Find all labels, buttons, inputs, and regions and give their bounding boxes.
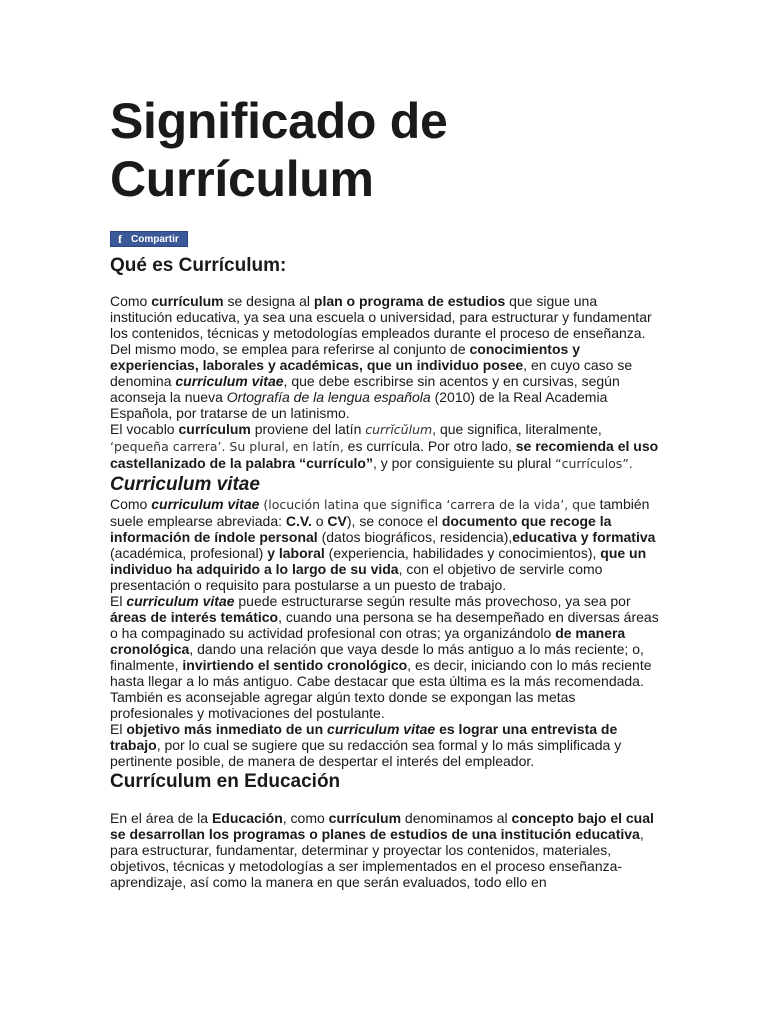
text-run: curriculum vitae: [151, 495, 260, 512]
text-run: conocimientos y experiencias, laborales y académicas, que un individuo posee: [110, 340, 580, 373]
section-heading-curriculum-vitae: Curriculum vitae: [110, 473, 260, 495]
section-heading-educacion: Currículum en Educación: [110, 770, 341, 792]
text-run: C.V.: [285, 512, 312, 529]
text-run: ‘pequeña carrera’. Su plural, en latín,: [110, 438, 344, 454]
text-run: que un individuo ha adquirido a lo largo de su vida: [110, 544, 647, 577]
text-run: de manera cronológica: [110, 624, 626, 657]
text-run: CV: [327, 512, 347, 529]
text-run: se recomienda el uso castellanizado de la palabra “currículo”: [110, 437, 659, 471]
share-label: Compartir: [131, 233, 179, 245]
text-run: documento que recoge la información de índole personal: [110, 512, 612, 545]
text-run: currĭcŭlum: [365, 421, 433, 437]
section-heading-que-es: Qué es Currículum:: [110, 254, 287, 276]
text-run: objetivo más inmediato de un: [126, 720, 328, 737]
paragraph: El objetivo más inmediato de un curriculum vitae es lograr una entrevista de trabajo, por lo cual se sugiere que su redacción sea formal y lo más simplificada y pertinente posible, de manera de despertar el interés del empleador.: [110, 720, 622, 769]
text-run: currículum: [328, 809, 402, 826]
text-run: es lograr una entrevista de trabajo: [110, 720, 618, 753]
text-run: curriculum vitae: [126, 592, 235, 609]
paragraph: Como currículum se designa al plan o programa de estudios que sigue una institución educativa, ya sea una escuela o universidad, para estructurar y fundamentar los contenidos, técnicas y metodologías empleados durante el proceso de enseñanza.: [110, 292, 652, 341]
text-run: curriculum vitae: [175, 372, 284, 389]
text-run: Educación: [211, 809, 283, 826]
facebook-share-button[interactable]: [110, 231, 188, 247]
page-title: Significado de Currículum: [110, 93, 448, 207]
text-run: invirtiendo el sentido cronológico: [182, 656, 408, 673]
text-run: educativa y formativa: [512, 528, 656, 545]
text-run: y laboral: [267, 544, 325, 561]
text-run: áreas de interés temático: [110, 608, 279, 625]
text-run: plan o programa de estudios: [313, 292, 506, 309]
paragraph: El curriculum vitae puede estructurarse según resulte más provechoso, ya sea por áreas de interés temático, cuando una persona se ha desempeñado en diversas áreas o ha compaginado su actividad profesional con otras; ya organizándolo de manera cronológica, dando una relación que vaya desde lo más antiguo a lo más reciente; o, finalmente, invirtiendo el sentido cronológico, es decir, iniciando con lo más reciente hasta llegar a lo más antiguo. Cabe destacar que esta última es la más recomendada. También es aconsejable agregar algún texto donde se expongan las metas profesionales y motivaciones del postulante.: [110, 592, 659, 721]
text-run: currículum: [178, 420, 251, 437]
facebook-icon: f: [118, 231, 122, 246]
text-run: curriculum vitae: [327, 720, 436, 737]
text-run: concepto bajo el cual se desarrollan los programas o planes de estudios de una institución educativa: [110, 809, 654, 842]
text-run: (locución latina que significa ‘carrera de la vida’, que: [259, 496, 596, 512]
paragraph: El vocablo currículum proviene del latín currĭcŭlum, que significa, literalmente, ‘pequeña carrera’. Su plural, en latín, es currícula. Por otro lado, se recomienda el uso castellanizado de la palabra “currículo”, y por consiguiente su plural “currículos”.: [110, 420, 659, 471]
text-run: “currículos”.: [555, 455, 633, 471]
paragraph: Como curriculum vitae (locución latina que significa ‘carrera de la vida’, que también suele emplearse abreviada: C.V. o CV), se conoce el documento que recoge la información de índole personal (datos biográficos, residencia),educativa y formativa (académica, profesional) y laboral (experiencia, habilidades y conocimientos), que un individuo ha adquirido a lo largo de su vida, con el objetivo de servirle como presentación o requisito para postularse a un puesto de trabajo.: [110, 495, 656, 593]
article: [110, 92, 662, 890]
text-run: Ortografía de la lengua española: [226, 388, 431, 405]
text-run: currículum: [151, 292, 224, 309]
paragraph: Del mismo modo, se emplea para referirse al conjunto de conocimientos y experiencias, laborales y académicas, que un individuo posee, en cuyo caso se denomina curriculum vitae, que debe escribirse sin acentos y en cursivas, según aconseja la nueva Ortografía de la lengua española (2010) de la Real Academia Española, por tratarse de un latinismo.: [110, 340, 633, 421]
paragraph: En el área de la Educación, como currículum denominamos al concepto bajo el cual se desarrollan los programas o planes de estudios de una institución educativa, para estructurar, fundamentar, determinar y proyectar los contenidos, materiales, objetivos, técnicas y metodologías a ser implementados en el proceso enseñanza-aprendizaje, así como la manera en que serán evaluados, todo ello en: [110, 809, 654, 890]
